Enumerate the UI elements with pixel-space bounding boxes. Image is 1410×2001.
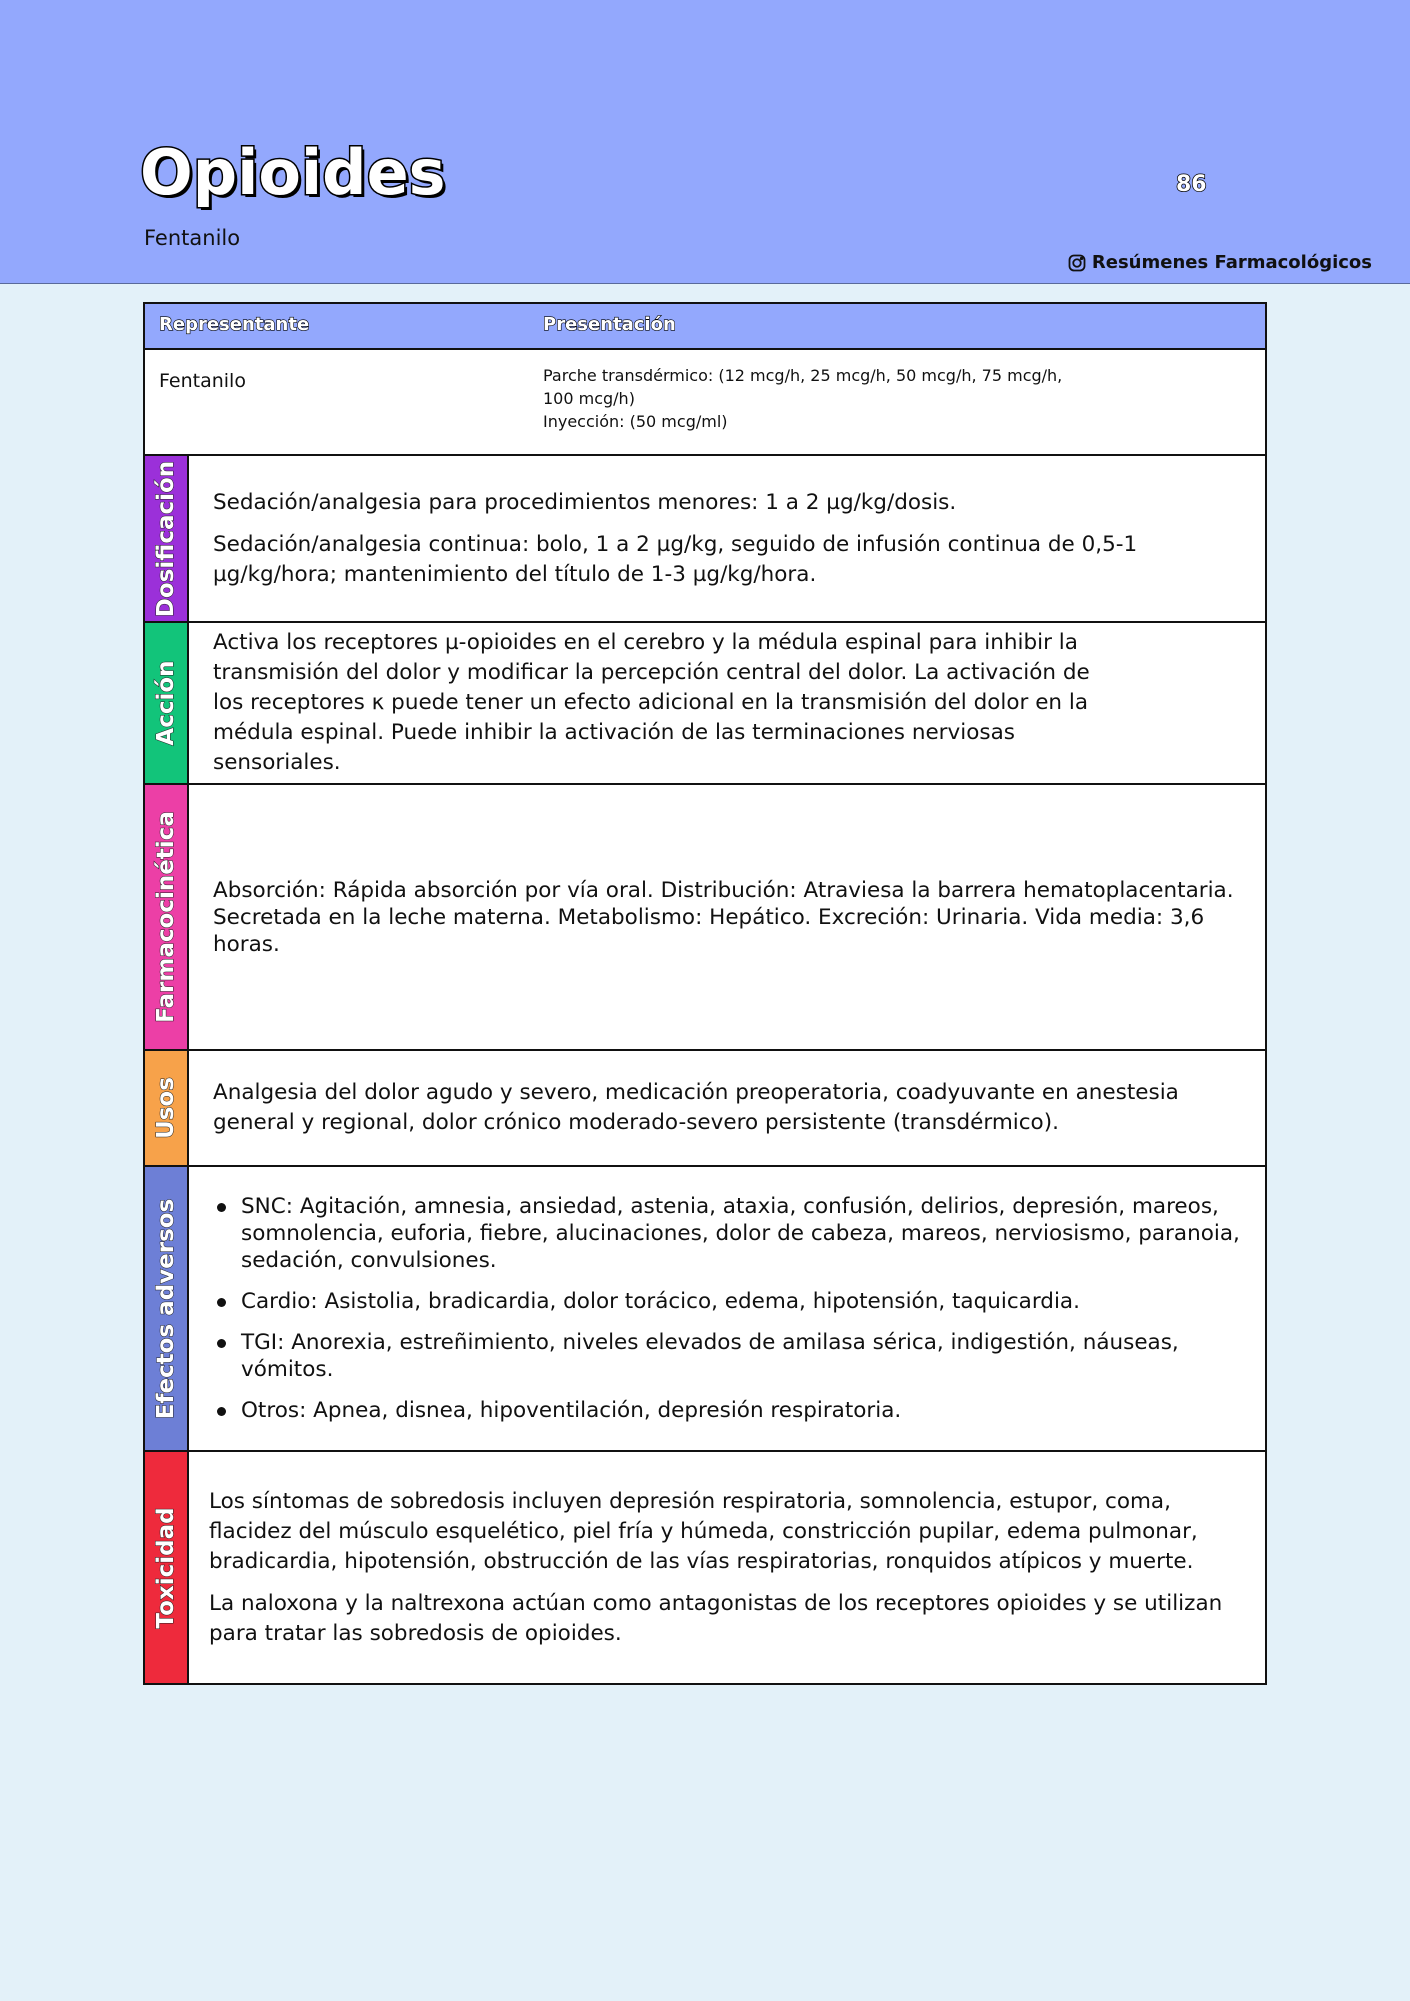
adverse-effects-list (213, 1193, 1245, 1424)
side-tab-dosificacion (145, 456, 189, 621)
section-toxicidad (145, 1452, 1265, 1683)
page-number: 86 (1176, 172, 1207, 197)
section-dosificacion (145, 456, 1265, 623)
section-label: Dosificación (153, 460, 179, 617)
section-content (189, 623, 1265, 783)
paragraph: Activa los receptores µ-opioides en el cerebro y la médula espinal para inhibir la transmisión del dolor y modificar la percepción central del dolor. La activación de los receptores κ puede tener un efecto adicional en la transmisión del dolor en la médula espinal. Puede inhibir la activación de las terminaciones nerviosas sensoriales. (213, 630, 1090, 775)
side-tab-toxicidad (145, 1452, 189, 1683)
section-label: Acción (153, 660, 179, 746)
section-content (189, 456, 1265, 621)
paragraph: Sedación/analgesia continua: bolo, 1 a 2 µg/kg, seguido de infusión continua de 0,5-1 µg/kg/hora; mantenimiento del título de 1-3 µg/kg/hora. (213, 531, 1138, 587)
representante-row (145, 350, 1265, 456)
paragraph: Analgesia del dolor agudo y severo, medicación preoperatoria, coadyuvante en anestesia general y regional, dolor crónico moderado-severo persistente (transdérmico). (213, 1080, 1179, 1135)
section-content (189, 1452, 1265, 1683)
paragraph: La naloxona y la naltrexona actúan como antagonistas de los receptores opioides y se utilizan para tratar las sobredosis de opioides. (209, 1590, 1223, 1646)
side-tab-farmacocinetica (145, 785, 189, 1049)
page-subtitle: Fentanilo (144, 226, 241, 250)
paragraph: Absorción: Rápida absorción por vía oral. Distribución: Atraviesa la barrera hematoplacentaria. Secretada en la leche materna. Metabolismo: Hepático. Excreción: Urinaria. Vida media: 3,6 horas. (213, 877, 1234, 957)
section-content (189, 1167, 1265, 1450)
section-label: Usos (153, 1077, 179, 1139)
side-tab-efectos-adversos (145, 1167, 189, 1450)
paragraph: Sedación/analgesia para procedimientos menores: 1 a 2 µg/kg/dosis. (213, 489, 957, 515)
section-content (189, 785, 1265, 1049)
presentacion-line: Parche transdérmico: (12 mcg/h, 25 mcg/h, 50 mcg/h, 75 mcg/h, (543, 366, 1063, 385)
side-tab-usos (145, 1051, 189, 1165)
drug-table (143, 302, 1267, 1685)
list-item: TGI: Anorexia, estreñimiento, niveles elevados de amilasa sérica, indigestión, náuseas, vómitos. (213, 1329, 1245, 1383)
section-farmacocinetica (145, 785, 1265, 1051)
paragraph: Los síntomas de sobredosis incluyen depresión respiratoria, somnolencia, estupor, coma, flacidez del músculo esquelético, piel fría y húmeda, constricción pupilar, edema pulmonar, bradicardia, hipotensión, obstrucción de las vías respiratorias, ronquidos atípicos y muerte. (209, 1488, 1198, 1574)
instagram-icon (1068, 254, 1086, 272)
header-presentacion: Presentación (543, 314, 676, 335)
header-representante: Representante (159, 314, 310, 335)
list-item: SNC: Agitación, amnesia, ansiedad, astenia, ataxia, confusión, delirios, depresión, mareos, somnolencia, euforia, fiebre, alucinaciones, dolor de cabeza, mareos, nerviosismo, paranoia, sedación, convulsiones. (213, 1193, 1245, 1274)
section-efectos-adversos (145, 1167, 1265, 1452)
side-tab-accion (145, 623, 189, 783)
list-item: Cardio: Asistolia, bradicardia, dolor torácico, edema, hipotensión, taquicardia. (213, 1288, 1245, 1315)
presentacion-line: 100 mcg/h) (543, 389, 635, 408)
brand-credit (1068, 252, 1372, 273)
presentacion-line: Inyección: (50 mcg/ml) (543, 412, 728, 431)
section-content (189, 1051, 1265, 1165)
section-label: Farmacocinética (153, 811, 179, 1023)
representante-value: Fentanilo (159, 370, 246, 392)
section-usos (145, 1051, 1265, 1167)
section-label: Efectos adversos (153, 1198, 179, 1419)
table-header (145, 304, 1265, 350)
section-label: Toxicidad (153, 1506, 179, 1629)
section-accion (145, 623, 1265, 785)
page-title: Opioides (140, 136, 446, 209)
presentacion-value (543, 364, 1062, 433)
list-item: Otros: Apnea, disnea, hipoventilación, depresión respiratoria. (213, 1397, 1245, 1424)
page-header (0, 0, 1410, 284)
brand-name: Resúmenes Farmacológicos (1091, 252, 1372, 273)
